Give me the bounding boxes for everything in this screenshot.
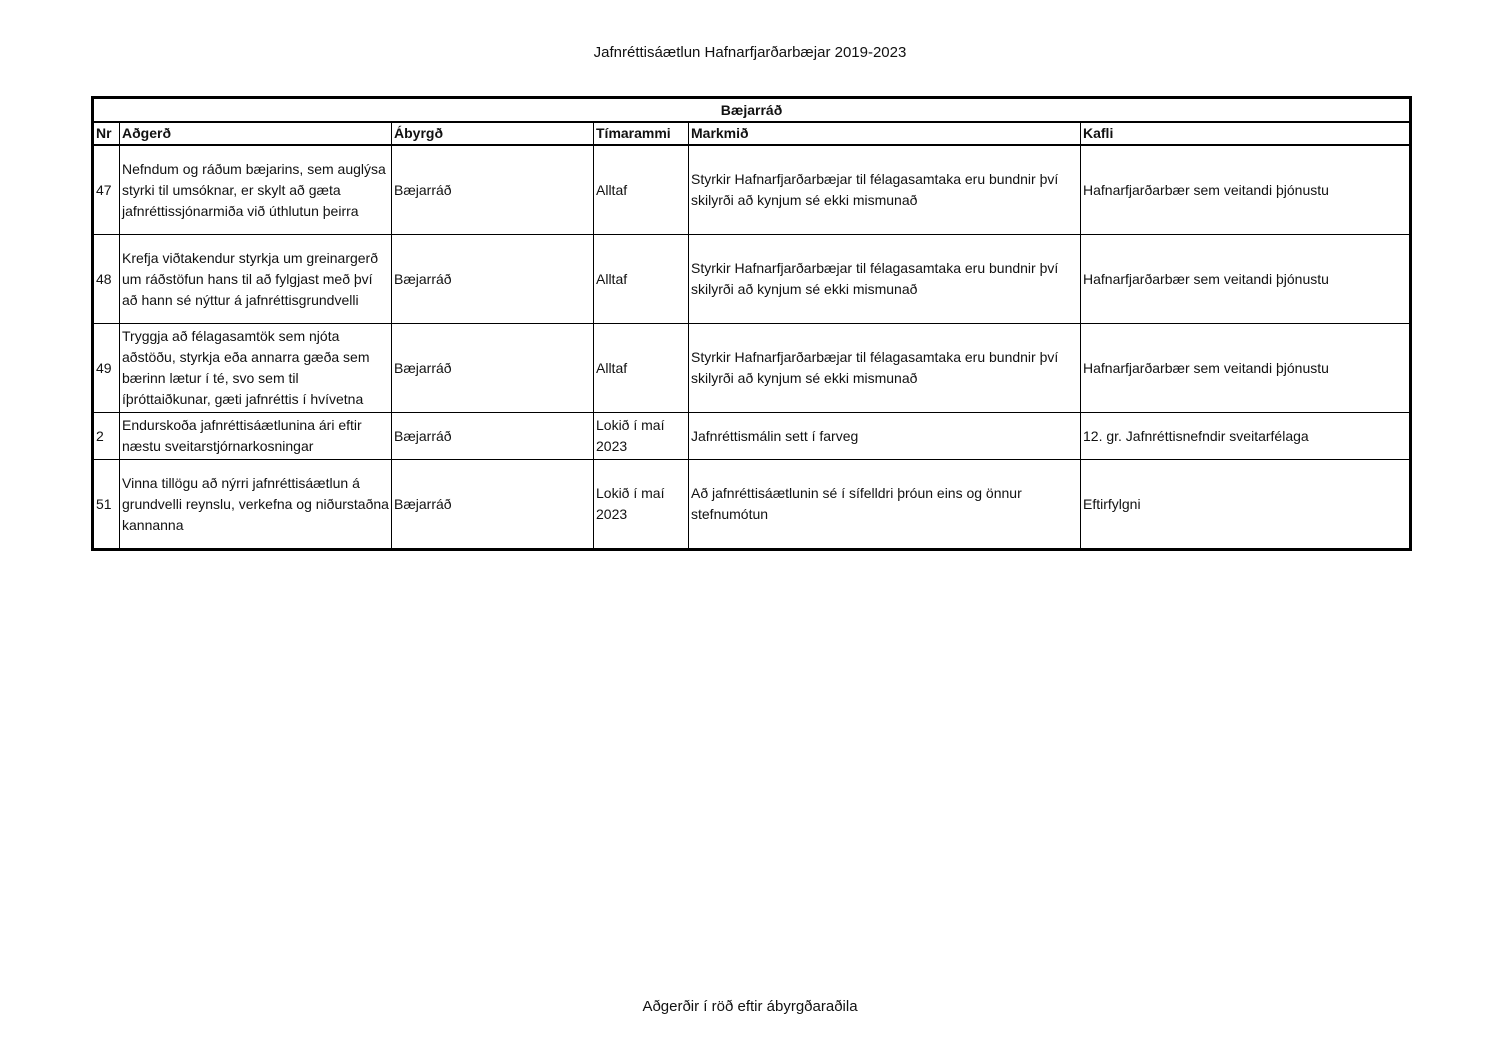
cell-kafli: Eftirfylgni <box>1081 460 1411 550</box>
cell-markmid: Að jafnréttisáætlunin sé í sífelldri þróun eins og önnur stefnumótun <box>689 460 1081 550</box>
section-title: Bæjarráð <box>93 98 1411 123</box>
cell-nr: 51 <box>93 460 120 550</box>
cell-kafli: 12. gr. Jafnréttisnefndir sveitarfélaga <box>1081 413 1411 460</box>
cell-markmid: Jafnréttismálin sett í farveg <box>689 413 1081 460</box>
column-header-markmid: Markmið <box>689 122 1081 145</box>
cell-timarammi: Lokið í maí 2023 <box>594 413 689 460</box>
table-row <box>93 460 1411 550</box>
cell-markmid: Styrkir Hafnarfjarðarbæjar til félagasamtaka eru bundnir því skilyrði að kynjum sé ekki mismunað <box>689 145 1081 235</box>
cell-abyrgd: Bæjarráð <box>392 145 594 235</box>
table-row <box>93 235 1411 324</box>
section-header-row <box>93 98 1411 123</box>
table-row <box>93 324 1411 413</box>
column-header-timarammi: Tímarammi <box>594 122 689 145</box>
column-header-abyrgd: Ábyrgð <box>392 122 594 145</box>
cell-adgerd: Tryggja að félagasamtök sem njóta aðstöðu, styrkja eða annarra gæða sem bærinn lætur í té, svo sem til íþróttaiðkunar, gæti jafnréttis í hvívetna <box>120 324 392 413</box>
cell-nr: 2 <box>93 413 120 460</box>
cell-nr: 49 <box>93 324 120 413</box>
cell-kafli: Hafnarfjarðarbær sem veitandi þjónustu <box>1081 324 1411 413</box>
cell-markmid: Styrkir Hafnarfjarðarbæjar til félagasamtaka eru bundnir því skilyrði að kynjum sé ekki mismunað <box>689 235 1081 324</box>
cell-kafli: Hafnarfjarðarbær sem veitandi þjónustu <box>1081 145 1411 235</box>
cell-timarammi: Alltaf <box>594 145 689 235</box>
cell-timarammi: Alltaf <box>594 235 689 324</box>
table-row <box>93 145 1411 235</box>
cell-timarammi: Lokið í maí 2023 <box>594 460 689 550</box>
cell-abyrgd: Bæjarráð <box>392 460 594 550</box>
cell-adgerd: Nefndum og ráðum bæjarins, sem auglýsa styrki til umsóknar, er skylt að gæta jafnréttissjónarmiða við úthlutun þeirra <box>120 145 392 235</box>
cell-abyrgd: Bæjarráð <box>392 324 594 413</box>
cell-abyrgd: Bæjarráð <box>392 413 594 460</box>
cell-nr: 48 <box>93 235 120 324</box>
cell-adgerd: Krefja viðtakendur styrkja um greinargerð um ráðstöfun hans til að fylgjast með því að hann sé nýttur á jafnréttisgrundvelli <box>120 235 392 324</box>
cell-adgerd: Vinna tillögu að nýrri jafnréttisáætlun á grundvelli reynslu, verkefna og niðurstaðna kannanna <box>120 460 392 550</box>
cell-markmid: Styrkir Hafnarfjarðarbæjar til félagasamtaka eru bundnir því skilyrði að kynjum sé ekki mismunað <box>689 324 1081 413</box>
action-plan-table <box>91 96 1412 551</box>
column-header-row <box>93 122 1411 145</box>
cell-timarammi: Alltaf <box>594 324 689 413</box>
column-header-adgerd: Aðgerð <box>120 122 392 145</box>
cell-adgerd: Endurskoða jafnréttisáætlunina ári eftir næstu sveitarstjórnarkosningar <box>120 413 392 460</box>
page-title: Jafnréttisáætlun Hafnarfjarðarbæjar 2019-2023 <box>593 44 907 61</box>
table-row <box>93 413 1411 460</box>
cell-kafli: Hafnarfjarðarbær sem veitandi þjónustu <box>1081 235 1411 324</box>
column-header-nr: Nr <box>93 122 120 145</box>
cell-abyrgd: Bæjarráð <box>392 235 594 324</box>
page-footer: Aðgerðir í röð eftir ábyrgðaraðila <box>642 998 858 1015</box>
cell-nr: 47 <box>93 145 120 235</box>
column-header-kafli: Kafli <box>1081 122 1411 145</box>
